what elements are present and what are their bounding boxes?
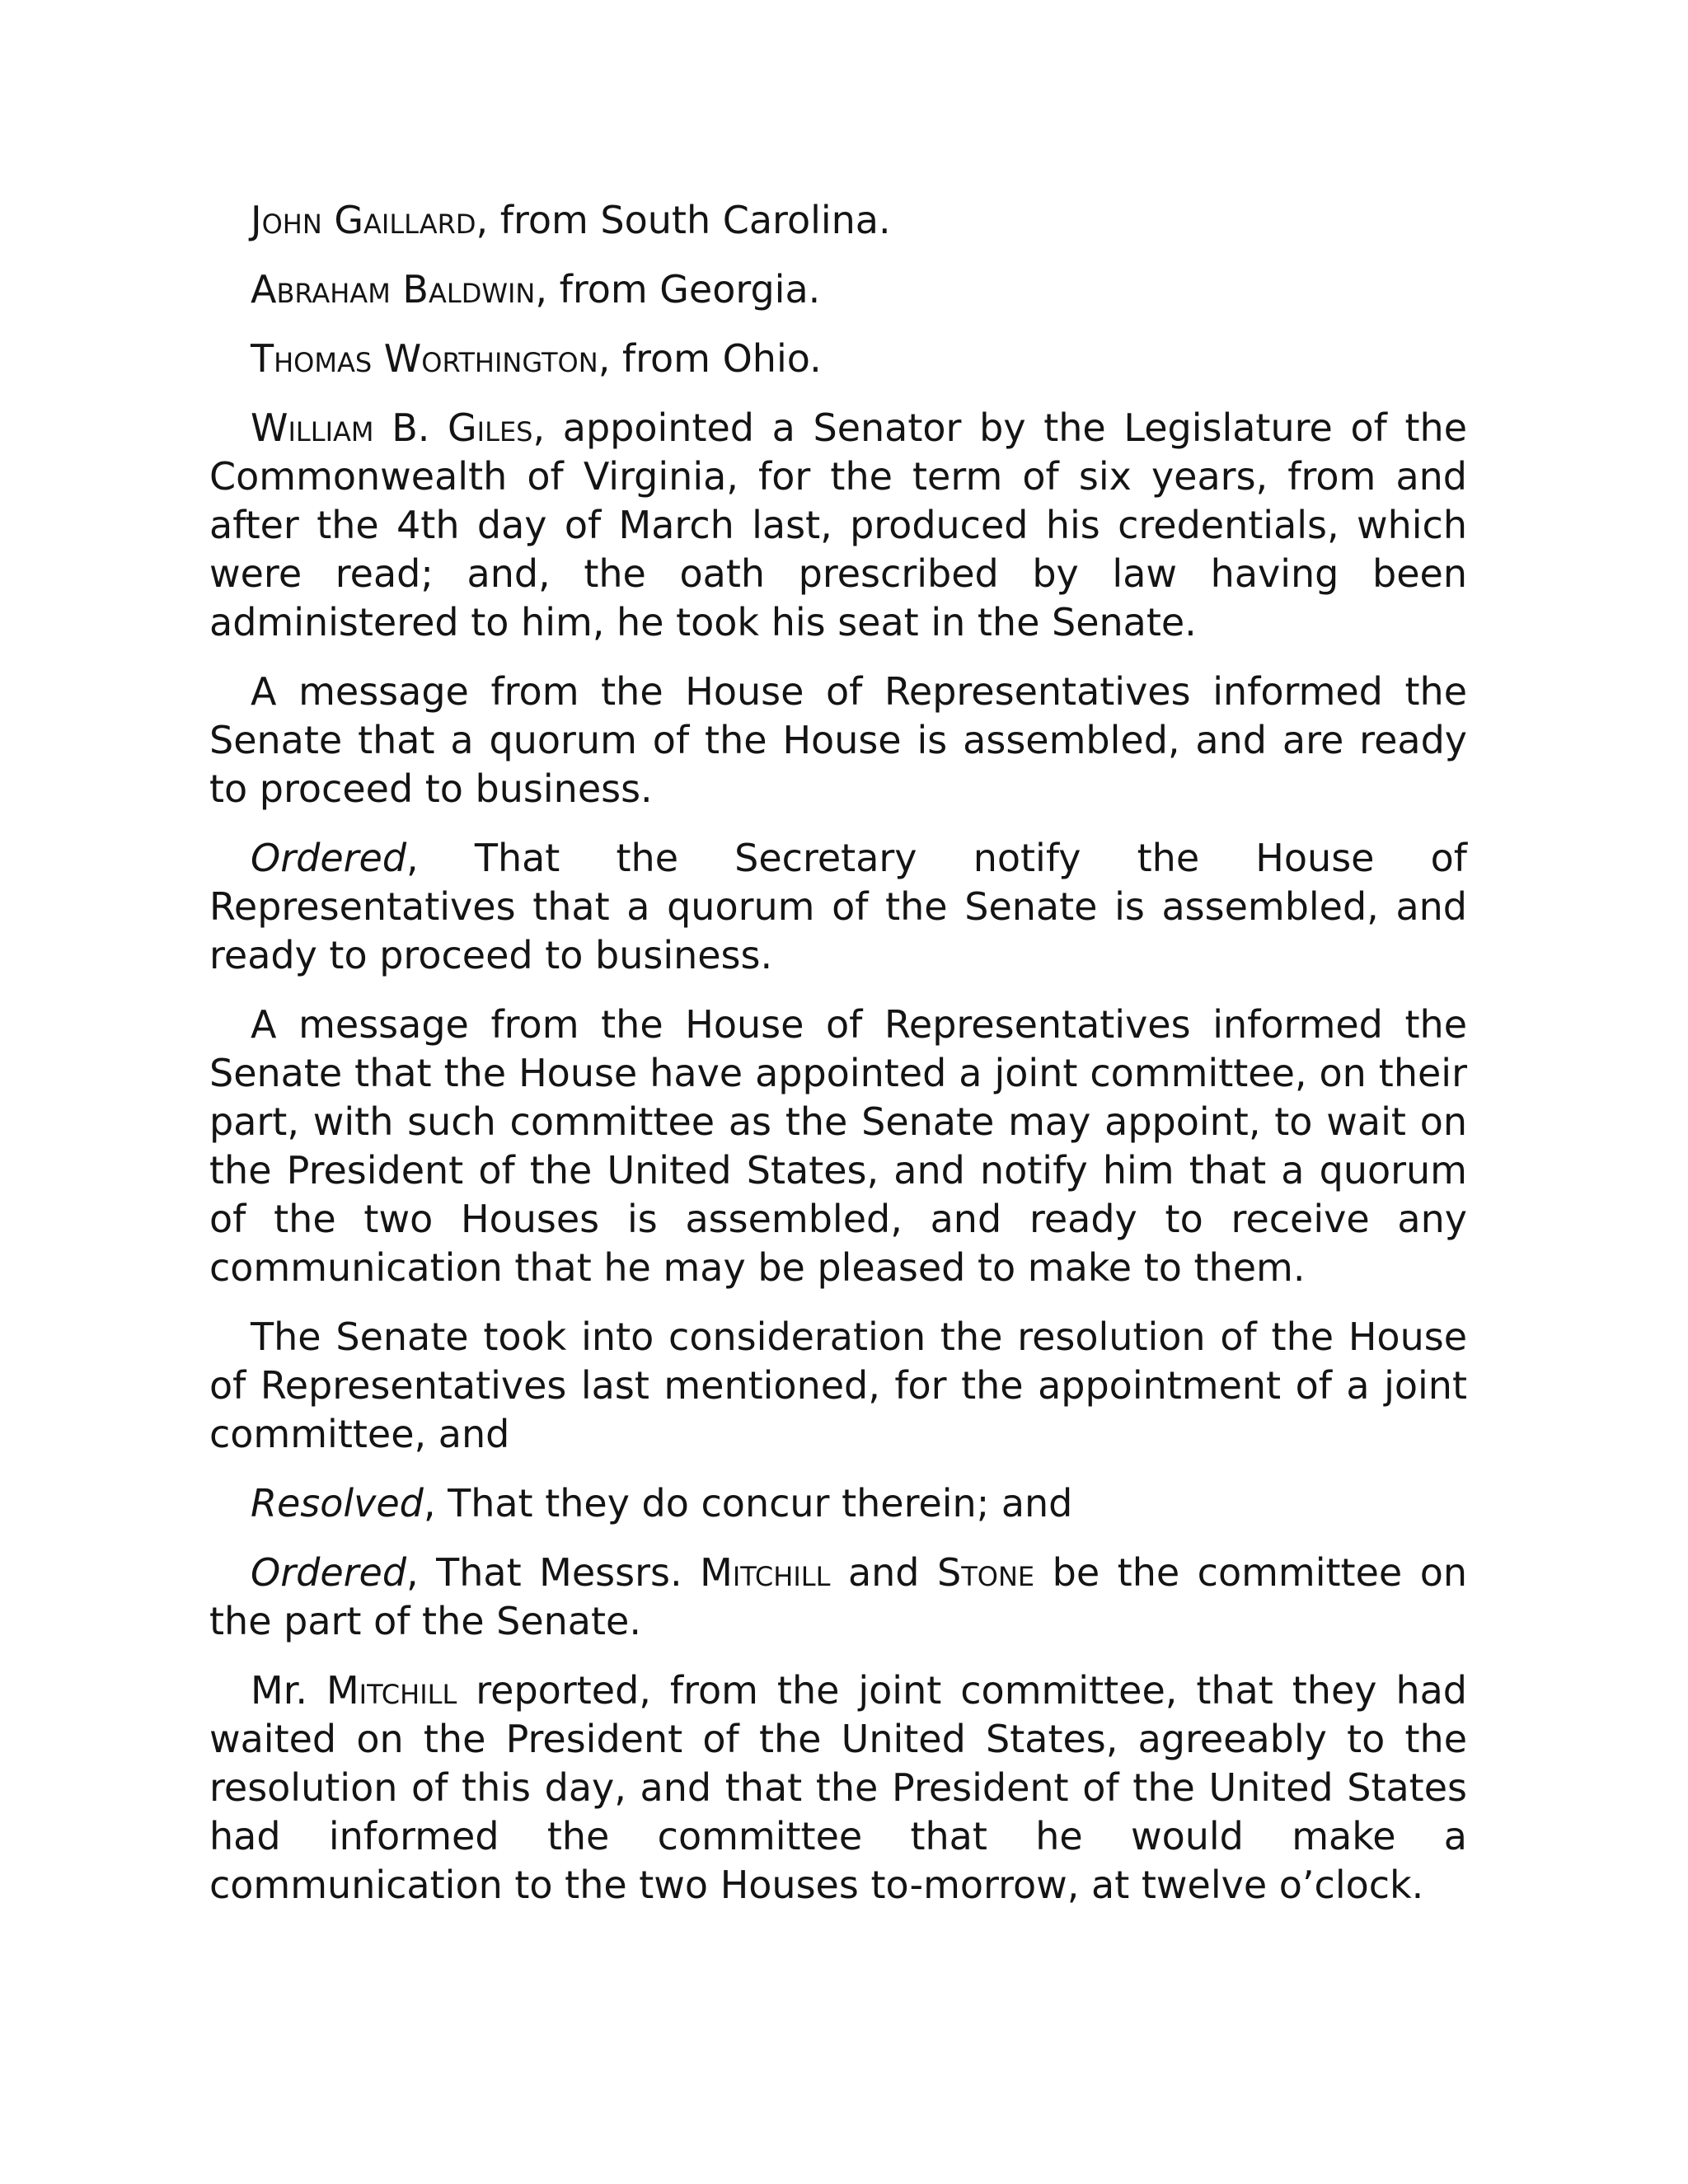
member-name: Abraham Baldwin <box>251 267 536 312</box>
committee-report-paragraph <box>209 1666 1467 1910</box>
member-state: , from Ohio. <box>598 336 822 381</box>
member-name-stone: Stone <box>937 1550 1035 1595</box>
joint-committee-message-paragraph: A message from the House of Representatives informed the Senate that the House have appointed a joint committee, on their part, with such committee as the Senate may appoint, to wait on the President of the United States, and notify him that a quorum of the two Houses is assembled, and ready to receive any communication that he may be pleased to make to them. <box>209 1002 1467 1290</box>
consideration-paragraph: The Senate took into consideration the resolution of the House of Representatives last mentioned, for the appointment of a joint committee, and <box>209 1315 1467 1456</box>
member-line-gaillard <box>209 196 1467 245</box>
member-state: , from Georgia. <box>535 267 821 312</box>
senator-name: William B. Giles <box>251 405 533 450</box>
report-text: reported, from the joint committee, that they had waited on the President of the United States, agreeably to the resolution of this day, and that the President of the United States had informed the committee that he would make a communication to the two Houses to-morrow, at twelve o’clock. <box>209 1668 1467 1907</box>
member-line-baldwin <box>209 265 1467 314</box>
ordered-committee-paragraph <box>209 1549 1467 1646</box>
member-name: Thomas Worthington <box>251 336 598 381</box>
ordered-text-1: , That Messrs. <box>406 1550 701 1595</box>
document-page <box>209 196 1467 1930</box>
ordered-lead: Ordered <box>251 836 407 880</box>
ordered-text-2: and <box>830 1550 938 1595</box>
giles-text: , appointed a Senator by the Legislature of the Commonwealth of Virginia, for the term of six years, from and after the 4th day of March last, produced his credentials, which were read; and, the oath prescribed by law having been administered to him, he took his seat in the Senate. <box>209 405 1467 644</box>
member-name: John Gaillard <box>251 198 476 242</box>
ordered-text-3: be the committee on the part of the Senate. <box>209 1550 1468 1643</box>
resolved-paragraph <box>209 1479 1467 1528</box>
member-line-worthington <box>209 335 1467 383</box>
member-name-mitchill: Mitchill <box>700 1550 831 1595</box>
ordered-lead: Ordered <box>251 1550 407 1595</box>
resolved-text: , That they do concur therein; and <box>423 1481 1073 1526</box>
report-prefix: Mr. <box>251 1668 326 1713</box>
member-state: , from South Carolina. <box>476 198 891 242</box>
resolved-lead: Resolved <box>251 1481 424 1526</box>
member-name-mitchill: Mitchill <box>326 1668 457 1713</box>
ordered-text: , That the Secretary notify the House of Representatives that a quorum of the Senate is assembled, and ready to proceed to business. <box>209 836 1467 977</box>
house-quorum-message-paragraph: A message from the House of Representatives informed the Senate that a quorum of the House is assembled, and are ready to proceed to business. <box>209 669 1467 811</box>
giles-credentials-paragraph <box>209 404 1467 647</box>
ordered-notify-paragraph <box>209 834 1467 980</box>
